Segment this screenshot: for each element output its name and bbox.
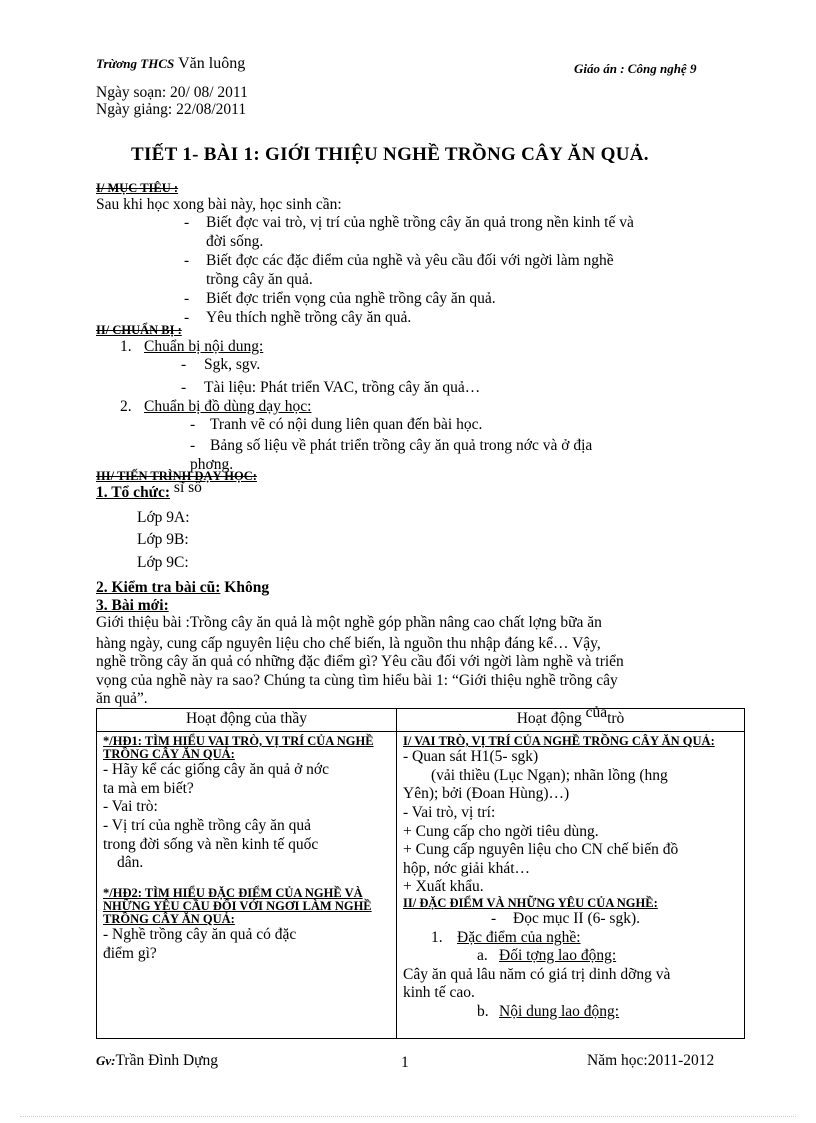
check-old-lesson: 2. Kiểm tra bài cũ: Không — [96, 579, 270, 596]
sub-b: b. Nội dung lao động: — [477, 1002, 620, 1020]
hd2-heading: */HĐ2: TÌM HIỂU ĐẶC ĐIỂM CỦA NGHỀ VÀ NHỮNG YÊU CẦU ĐỐI VỚI NGƠI LÀM NGHỀ TRỒNG CÂY ĂN QUẢ: — [103, 885, 372, 927]
prep-item: - Sgk, sgv. — [181, 356, 261, 373]
col-teacher-header: Hoạt động của thầy — [97, 709, 397, 732]
prep-item: - Bảng số liệu về phát triển trồng cây ăn quả trong nớc và ở địa — [190, 436, 593, 454]
prep-item-cont: phơng. — [190, 455, 234, 473]
table-header-row — [97, 709, 745, 732]
lesson-intro: Giới thiệu bài :Trồng cây ăn quả là một nghề góp phần nâng cao chất lợng bữa ăn hàng ngày, cung cấp nguyên liệu cho chế biến, là nguồn thu nhập đáng kể… Vậy, nghề trồng cây ăn quả có những đặc điểm gì? Yêu cầu đối với ngời làm nghề và triển vọng của nghề này ra sao? Chúng ta cùng tìm hiểu bài 1: “Giới thiệu nghề trồng cây ăn quả”. — [96, 614, 624, 708]
objective-item: - Yêu thích nghề trồng cây ăn quả. — [184, 308, 412, 326]
hd1-text: - Hãy kể các giống cây ăn quả ở nớc ta mà em biết? - Vai trò: - Vị trí của nghề trồng cây ăn quả trong đời sống và nền kinh tế quốc dân. — [103, 761, 329, 872]
objective-item: - Biết đợc vai trò, vị trí của nghề trồng cây ăn quả trong nền kinh tế và đời sống. — [184, 214, 634, 250]
objective-item: - Biết đợc triển vọng của nghề trồng cây ăn quả. — [184, 289, 496, 307]
table-row — [97, 732, 745, 1039]
col-student-header: Hoạt động củatrò — [397, 709, 745, 732]
objectives-list — [184, 214, 744, 327]
school-name: Văn luông — [178, 55, 246, 72]
footer-teacher: Gv:Trần Đình Dựng — [96, 1052, 219, 1069]
section3-heading: III/ TIẾN TRÌNH DẠY HỌC: — [96, 469, 257, 483]
prep-item: - Tranh vẽ có nội dung liên quan đến bài học. — [190, 416, 483, 433]
class-list — [137, 507, 190, 574]
sub1: 1. Đặc điểm của nghề: — [431, 928, 581, 946]
class-9c: Lớp 9C: — [137, 553, 189, 571]
objective-item: - Biết đợc các đặc điểm của nghề và yêu cầu đối với ngời làm nghề trồng cây ăn quả. — [184, 251, 614, 288]
prep-content: 1. Chuẩn bị nội dung: — [120, 338, 264, 355]
page-edge-divider — [20, 1116, 796, 1117]
read-section: - Đọc mục II (6- sgk). — [491, 910, 640, 927]
lesson-title: TIẾT 1- BÀI 1: GIỚI THIỆU NGHỀ TRỒNG CÂY ĂN QUẢ. — [131, 144, 649, 165]
date-prepared: Ngày soạn: 20/ 08/ 2011 — [96, 84, 248, 101]
student-h1: I/ VAI TRÒ, VỊ TRÍ CỦA NGHỀ TRỒNG CÂY ĂN QUẢ: — [403, 734, 715, 748]
header-dates — [96, 84, 248, 119]
header-subject: Giáo án : Công nghệ 9 — [574, 61, 697, 76]
school-prefix: Trừơng THCS — [96, 56, 175, 71]
activities-table — [96, 704, 745, 1039]
hd2-text: - Nghề trồng cây ăn quả có đặc điểm gì? — [103, 926, 297, 962]
section1-heading: I/ MỤC TIÊU : — [96, 181, 179, 195]
new-lesson-label: 3. Bài mới: — [96, 597, 169, 614]
prep-item: - Tài liệu: Phát triển VAC, trồng cây ăn quả… — [181, 378, 481, 396]
section1-intro: Sau khi học xong bài này, học sinh cần: — [96, 196, 342, 213]
class-9a: Lớp 9A: — [137, 509, 190, 526]
prep-materials-list — [190, 416, 750, 475]
header-school — [96, 54, 245, 74]
sub-a: a. Đối tợng lao động: — [477, 947, 617, 965]
hd1-heading: */HĐ1: TÌM HIỂU VAI TRÒ, VỊ TRÍ CỦA NGHỀ TRỒNG CÂY ĂN QUẢ: — [103, 734, 374, 762]
footer-school-year: Năm học:2011-2012 — [587, 1052, 715, 1069]
student-activity-cell: I/ VAI TRÒ, VỊ TRÍ CỦA NGHỀ TRỒNG CÂY ĂN QUẢ: - Quan sát H1(5- sgk) (vải thiều (Lục Ngạn); nhãn lồng (hng Yên); bởi (Đoan Hùng)…) - Vai trò, vị trí: + Cung cấp cho ngời tiêu dùng. + Cung cấp nguyên liệu cho CN chế biến đồ hộp, nớc giải khát… + Xuất khẩu. II/ ĐẶC ĐIỂM VÀ NHỮNG YÊU CỦA NGHỀ: - Đọc mục II (6- sgk). 1. Đặc điểm của nghề: a. Đối tợng lao động: Cây ăn quả lâu năm có giá trị dinh dỡng và kinh tế cao. b. Nội dung lao động: — [397, 732, 745, 1039]
prep-content-list — [181, 356, 480, 398]
organization: 1. Tổ chức: sĩ số — [96, 479, 202, 501]
date-taught: Ngày giảng: 22/08/2011 — [96, 101, 247, 119]
teacher-activity-cell — [97, 732, 397, 1039]
class-9b: Lớp 9B: — [137, 531, 189, 549]
prep-materials: 2. Chuẩn bị đồ dùng dạy học: — [120, 398, 312, 415]
student-h2: II/ ĐẶC ĐIỂM VÀ NHỮNG YÊU CỦA NGHỀ: — [403, 895, 658, 910]
page-number: 1 — [401, 1054, 409, 1071]
section2-heading: II/ CHUẨN BỊ : — [96, 323, 182, 337]
